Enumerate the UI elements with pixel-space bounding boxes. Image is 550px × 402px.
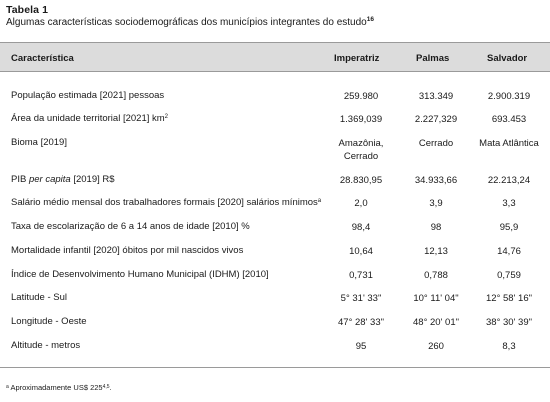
row-label: Taxa de escolarização de 6 a 14 anos de idade [2010] % <box>11 221 250 232</box>
cell-imperatriz: 28.830,95 <box>339 175 383 186</box>
cell-salvador: 22.213,24 <box>487 175 531 186</box>
table-bottom-rule <box>0 367 550 368</box>
cell-palmas: 2.227,329 <box>414 114 458 125</box>
cell-palmas: 48° 20' 01" <box>413 317 459 328</box>
row-label: Salário médio mensal dos trabalhadores formais [2020] salários mínimos$^a$ <box>11 197 322 208</box>
cell-palmas: 0,788 <box>424 270 448 281</box>
cell-palmas: 10° 11' 04" <box>413 293 459 304</box>
cell-salvador: 38° 30' 39" <box>486 317 532 328</box>
cell-palmas: 98 <box>430 222 442 233</box>
row-label: Mortalidade infantil [2020] óbitos por mil nascidos vivos <box>11 245 244 256</box>
row-label: População estimada [2021] pessoas <box>11 90 165 101</box>
row-label: Área da unidade territorial [2021] $km^2$ <box>11 113 169 124</box>
cell-salvador: 693.453 <box>491 114 527 125</box>
header-salvador: Salvador <box>487 53 528 64</box>
cell-imperatriz: 1.369,039 <box>339 114 383 125</box>
cell-salvador: 12° 58' 16" <box>486 293 532 304</box>
cell-salvador: 14,76 <box>497 246 521 257</box>
table-footnote: $^a$ Aproximadamente US$ 225$^{4,5}$. <box>6 383 112 392</box>
cell-salvador: 8,3 <box>502 341 516 352</box>
cell-palmas: 34.933,66 <box>414 175 458 186</box>
cell-imperatriz: 259.980 <box>343 91 379 102</box>
cell-imperatriz: 2,0 <box>354 198 368 209</box>
cell-salvador: 95,9 <box>499 222 519 233</box>
cell-salvador: Mata Atlântica <box>479 138 539 149</box>
header-caracteristica: Característica <box>11 53 74 64</box>
cell-imperatriz: 0,731 <box>349 270 373 281</box>
cell-palmas: 260 <box>428 341 444 352</box>
table-header <box>0 42 550 72</box>
cell-imperatriz: 95 <box>355 341 367 352</box>
cell-salvador: 3,3 <box>502 198 516 209</box>
row-label: Bioma [2019] <box>11 137 67 148</box>
header-palmas: Palmas <box>416 53 450 64</box>
cell-imperatriz: 98,4 <box>351 222 371 233</box>
cell-imperatriz: Amazônia, Cerrado <box>338 138 384 162</box>
row-label: Altitude - metros <box>11 340 81 351</box>
header-imperatriz: Imperatriz <box>334 53 380 64</box>
table-label: Tabela 1 <box>6 4 49 16</box>
cell-palmas: 313.349 <box>418 91 454 102</box>
cell-palmas: Cerrado <box>418 138 454 149</box>
row-label: Latitude - Sul <box>11 292 67 303</box>
cell-imperatriz: 5° 31' 33" <box>340 293 382 304</box>
cell-salvador: 0,759 <box>497 270 521 281</box>
row-label: Longitude - Oeste <box>11 316 87 327</box>
title-reference: 16 <box>366 16 374 23</box>
cell-palmas: 3,9 <box>429 198 443 209</box>
row-label: PIB per capita [2019] R$ <box>11 174 115 185</box>
cell-palmas: 12,13 <box>424 246 448 257</box>
cell-imperatriz: 47° 28' 33" <box>338 317 384 328</box>
table-title: Algumas características sociodemográficas dos municípios integrantes do estudo$^{16}$ <box>6 16 374 28</box>
cell-imperatriz: 10,64 <box>349 246 373 257</box>
row-label: Índice de Desenvolvimento Humano Municipal (IDHM) [2010] <box>11 269 269 280</box>
cell-salvador: 2.900.319 <box>487 91 531 102</box>
